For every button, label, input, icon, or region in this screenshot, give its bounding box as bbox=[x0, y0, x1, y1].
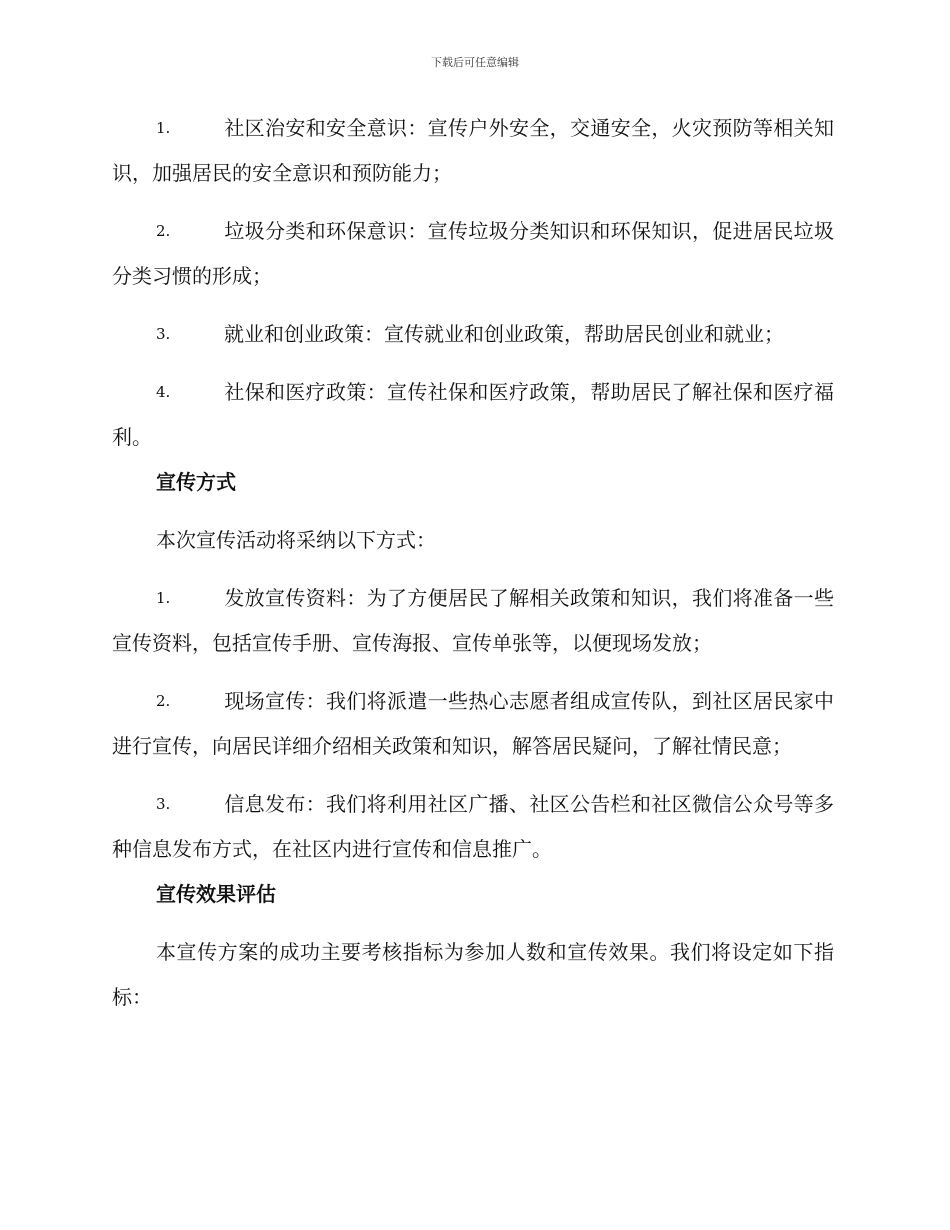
list-number: 2. bbox=[156, 692, 171, 710]
list-item-text: 现场宣传：我们将派遣一些热心志愿者组成宣传队，到社区居民家中进行宣传，向居民详细介绍相关政策和知识，解答居民疑问，了解社情民意； bbox=[112, 689, 834, 758]
list-item-text: 就业和创业政策：宣传就业和创业政策，帮助居民创业和就业； bbox=[224, 322, 784, 346]
list-item-text: 信息发布：我们将利用社区广播、社区公告栏和社区微信公众号等多种信息发布方式，在社区内进行宣传和信息推广。 bbox=[112, 792, 834, 861]
list-number: 1. bbox=[156, 119, 171, 137]
document-body bbox=[112, 106, 834, 1020]
list-item bbox=[112, 679, 834, 769]
list-item bbox=[112, 782, 834, 872]
list-number: 3. bbox=[156, 325, 171, 343]
list-item-text: 发放宣传资料：为了方便居民了解相关政策和知识，我们将准备一些宣传资料，包括宣传手册、宣传海报、宣传单张等，以便现场发放； bbox=[112, 586, 834, 655]
list-item bbox=[112, 209, 834, 299]
list-number: 3. bbox=[156, 795, 171, 813]
list-item bbox=[112, 370, 834, 460]
list-item-text: 社区治安和安全意识：宣传户外安全，交通安全，火灾预防等相关知识，加强居民的安全意识和预防能力； bbox=[112, 116, 834, 185]
list-item bbox=[112, 106, 834, 196]
list-item bbox=[112, 576, 834, 666]
list-number: 2. bbox=[156, 222, 171, 240]
list-item-text: 社保和医疗政策：宣传社保和医疗政策，帮助居民了解社保和医疗福利。 bbox=[112, 380, 834, 449]
section-heading: 宣传方式 bbox=[156, 470, 236, 494]
list-item bbox=[112, 312, 834, 357]
list-number: 4. bbox=[156, 383, 171, 401]
section-intro: 本次宣传活动将采纳以下方式： bbox=[156, 528, 436, 552]
section-heading: 宣传效果评估 bbox=[156, 882, 276, 906]
list-item-text: 垃圾分类和环保意识：宣传垃圾分类知识和环保知识，促进居民垃圾分类习惯的形成； bbox=[112, 219, 834, 288]
page-header: 下载后可任意编辑 bbox=[431, 56, 519, 69]
section-intro: 本宣传方案的成功主要考核指标为参加人数和宣传效果。我们将设定如下指标： bbox=[112, 940, 834, 1009]
list-number: 1. bbox=[156, 589, 171, 607]
